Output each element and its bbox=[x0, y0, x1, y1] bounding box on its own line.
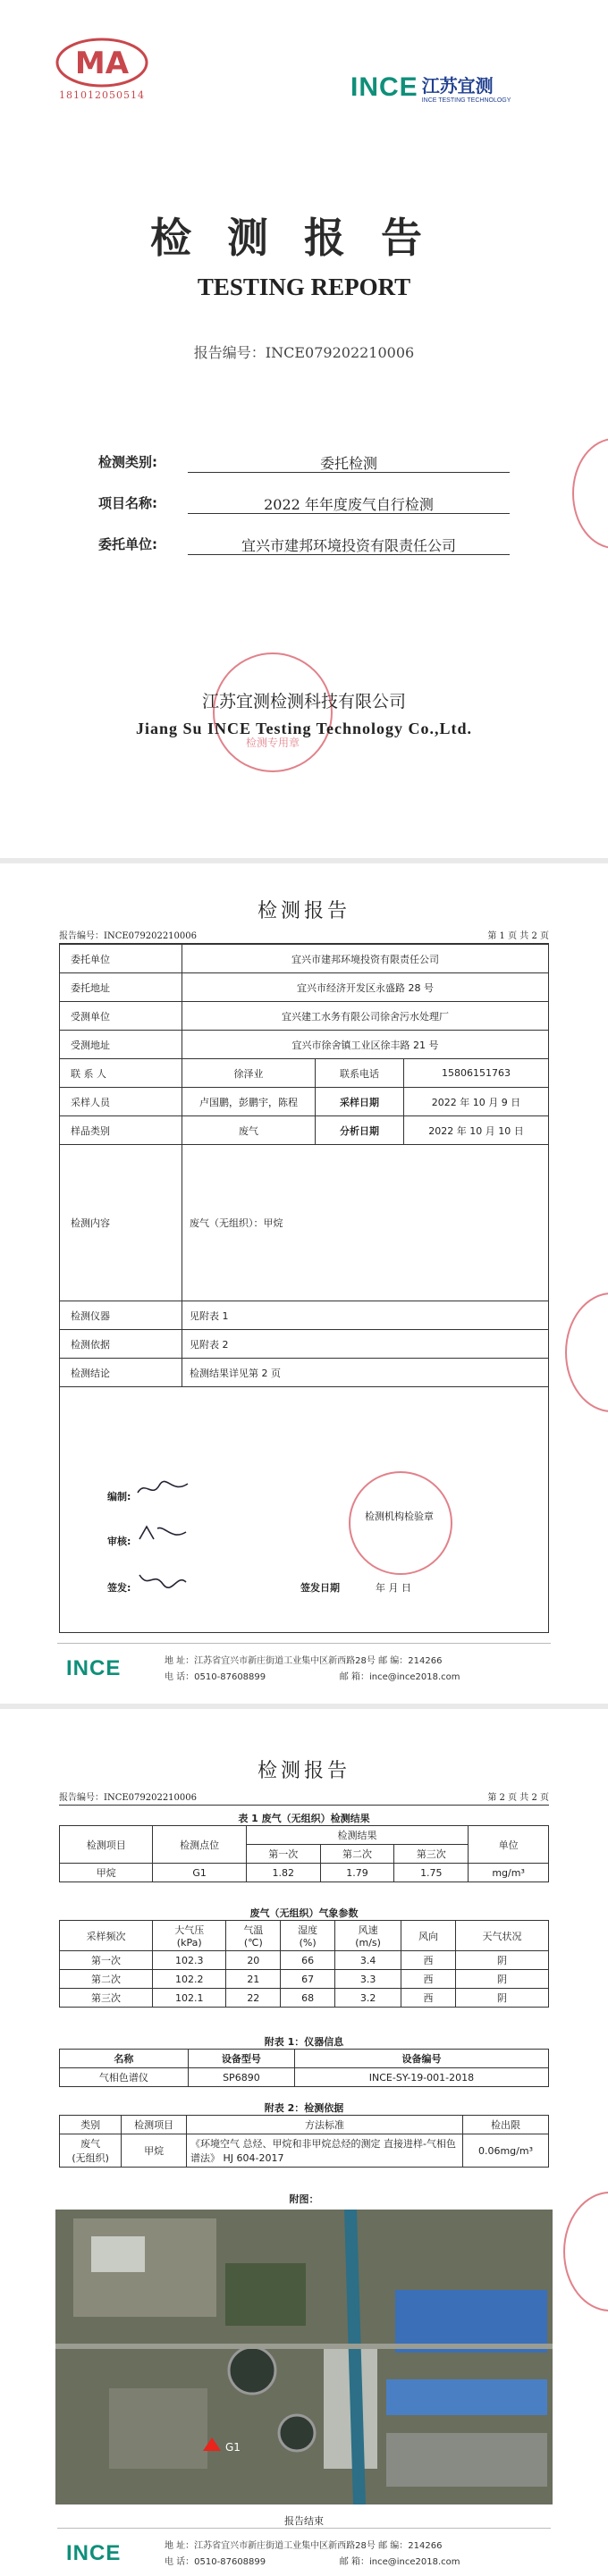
method-table bbox=[59, 2115, 549, 2168]
company-stamp bbox=[213, 652, 333, 772]
cell: 西 bbox=[401, 1970, 456, 1989]
header-cell: 第三次 bbox=[394, 1845, 469, 1864]
cell: 68 bbox=[281, 1989, 335, 2008]
cell: 西 bbox=[401, 1989, 456, 2008]
review-label: 审核: bbox=[107, 1536, 131, 1547]
header-cell: 设备型号 bbox=[188, 2050, 294, 2068]
inspection-stamp bbox=[349, 1471, 452, 1575]
cell: 甲烷 bbox=[122, 2134, 187, 2168]
footer-address: 地 址：江苏省宜兴市新庄街道工业集中区新西路28号 邮 编：214266 bbox=[165, 2541, 443, 2551]
org-stamp-label: 检测机构检验章 bbox=[365, 1511, 434, 1522]
table-header-row bbox=[60, 2116, 549, 2134]
cell-value: 2022 年 10 月 9 日 bbox=[404, 1088, 549, 1116]
cell: 1.82 bbox=[246, 1864, 320, 1882]
report-number: 报告编号：INCE079202210006 bbox=[59, 1793, 197, 1803]
results-table bbox=[59, 1825, 549, 1882]
cell-label: 检测内容 bbox=[60, 1145, 182, 1301]
cell: 阴 bbox=[455, 1951, 548, 1970]
header-cell: 第二次 bbox=[320, 1845, 394, 1864]
logo-ince: INCE bbox=[350, 72, 418, 102]
cell: 气相色谱仪 bbox=[60, 2068, 189, 2087]
cma-number: 181012050514 bbox=[59, 89, 145, 101]
field-value: 2022 年年度废气自行检测 bbox=[188, 493, 510, 514]
page-header bbox=[59, 928, 549, 944]
cell-label: 检测结论 bbox=[60, 1359, 182, 1387]
table-row bbox=[60, 1116, 549, 1145]
side-stamp bbox=[572, 438, 608, 549]
annex1-caption: 附表 1：仪器信息 bbox=[264, 2036, 344, 2048]
footer-logo-text: INCE bbox=[66, 1656, 122, 1680]
page-title: 检测报告 bbox=[257, 900, 350, 922]
header-cell: 检测项目 bbox=[122, 2116, 187, 2134]
instrument-table bbox=[59, 2049, 549, 2087]
field-category bbox=[98, 449, 510, 476]
table-row bbox=[60, 1088, 549, 1116]
cell-value: 宜兴市经济开发区永盛路 28 号 bbox=[182, 973, 549, 1002]
title-zh: 检测报告 bbox=[150, 214, 458, 262]
header-cell: 检测项目 bbox=[60, 1826, 153, 1864]
table-row bbox=[60, 2134, 549, 2168]
cell-value: 检测结果详见第 2 页 bbox=[182, 1359, 549, 1387]
header-cell: 风向 bbox=[401, 1921, 456, 1951]
issue-date-value: 年 月 日 bbox=[376, 1582, 411, 1594]
cell-label: 检测仪器 bbox=[60, 1301, 182, 1330]
info-table bbox=[59, 944, 549, 1633]
report-page-2 bbox=[0, 1709, 608, 2576]
cell: 第一次 bbox=[60, 1951, 153, 1970]
cell-label: 分析日期 bbox=[316, 1116, 404, 1145]
cell: 20 bbox=[226, 1951, 281, 1970]
table-row bbox=[60, 2068, 549, 2087]
cell-value: 见附表 2 bbox=[182, 1330, 549, 1359]
footer-logo bbox=[66, 2541, 121, 2566]
weather-table bbox=[59, 1920, 549, 2008]
cell-value: 宜兴市徐舍镇工业区徐丰路 21 号 bbox=[182, 1031, 549, 1059]
stamp-text: 检测专用章 bbox=[245, 737, 300, 749]
cell: 22 bbox=[226, 1989, 281, 2008]
cell: 3.4 bbox=[335, 1951, 401, 1970]
satellite-map-icon bbox=[55, 2210, 553, 2504]
table2-caption: 废气（无组织）气象参数 bbox=[249, 1907, 359, 1919]
satellite-image bbox=[55, 2210, 553, 2504]
table1-caption: 表 1 废气（无组织）检测结果 bbox=[238, 1813, 370, 1824]
table-row bbox=[60, 1145, 549, 1301]
table-row bbox=[60, 1989, 549, 2008]
cell-label: 委托地址 bbox=[60, 973, 182, 1002]
cell-value: 宜兴建工水务有限公司徐舍污水处理厂 bbox=[182, 1002, 549, 1031]
cell: 3.3 bbox=[335, 1970, 401, 1989]
cell-value: 宜兴市建邦环境投资有限责任公司 bbox=[182, 945, 549, 973]
cell: G1 bbox=[153, 1864, 246, 1882]
g1-label: G1 bbox=[225, 2441, 241, 2454]
report-page-1 bbox=[0, 863, 608, 1704]
footer-address: 地 址：江苏省宜兴市新庄街道工业集中区新西路28号 邮 编：214266 bbox=[165, 1656, 443, 1666]
cell: 阴 bbox=[455, 1989, 548, 2008]
cell: 3.2 bbox=[335, 1989, 401, 2008]
header-cell: 湿度 (%) bbox=[281, 1921, 335, 1951]
cell-label: 样品类别 bbox=[60, 1116, 182, 1145]
table-row bbox=[60, 1059, 549, 1088]
page-indicator: 第 1 页 共 2 页 bbox=[487, 931, 549, 941]
cell-value: 废气 bbox=[182, 1116, 316, 1145]
side-stamp bbox=[563, 2192, 608, 2311]
field-label: 检测类别: bbox=[98, 454, 157, 470]
table-row bbox=[60, 1970, 549, 1989]
table-row bbox=[60, 1387, 549, 1633]
figure-caption: 附图： bbox=[289, 2193, 319, 2205]
issue-date-label: 签发日期 bbox=[300, 1582, 340, 1594]
cell: 甲烷 bbox=[60, 1864, 153, 1882]
side-stamp bbox=[565, 1292, 608, 1412]
annex2-caption: 附表 2：检测依据 bbox=[264, 2102, 344, 2114]
issue-label: 签发: bbox=[107, 1582, 131, 1594]
cell: 废气 (无组织) bbox=[60, 2134, 122, 2168]
table-row bbox=[60, 1864, 549, 1882]
cell: INCE-SY-19-001-2018 bbox=[294, 2068, 548, 2087]
table-row bbox=[60, 1951, 549, 1970]
table-header-row bbox=[60, 2050, 549, 2068]
field-client bbox=[98, 531, 510, 558]
field-value: 委托检测 bbox=[188, 452, 510, 473]
cell: 1.75 bbox=[394, 1864, 469, 1882]
table-row bbox=[60, 973, 549, 1002]
signature-area bbox=[60, 1387, 549, 1633]
cell: 《环境空气 总烃、甲烷和非甲烷总烃的测定 直接进样-气相色谱法》 HJ 604-2017 bbox=[186, 2134, 462, 2168]
logo-brand: 江苏宜测 bbox=[421, 75, 494, 97]
field-label: 委托单位: bbox=[98, 536, 157, 552]
report-number: 报告编号：INCE079202210006 bbox=[193, 344, 415, 361]
footer-contact: 电 话：0510-87608899 邮 箱：ince@ince2018.com bbox=[165, 2557, 460, 2567]
table-row bbox=[60, 1359, 549, 1387]
field-label: 项目名称: bbox=[98, 495, 157, 511]
field-value: 宜兴市建邦环境投资有限责任公司 bbox=[188, 535, 510, 555]
table-row bbox=[60, 1031, 549, 1059]
header-cell: 名称 bbox=[60, 2050, 189, 2068]
cell-value: 卢国鹏，彭鹏宇，陈程 bbox=[182, 1088, 316, 1116]
cell: 102.1 bbox=[153, 1989, 226, 2008]
header-cell: 检出限 bbox=[462, 2116, 548, 2134]
reviewer-signature-icon bbox=[136, 1523, 190, 1545]
logo-brand-en: INCE TESTING TECHNOLOGY bbox=[421, 97, 511, 104]
cell-value: 废气（无组织）：甲烷 bbox=[182, 1145, 549, 1301]
footer-logo-text: INCE bbox=[66, 2541, 122, 2565]
cell: 67 bbox=[281, 1970, 335, 1989]
cell-label: 受测单位 bbox=[60, 1002, 182, 1031]
cell: 0.06mg/m³ bbox=[462, 2134, 548, 2168]
header-cell: 风速 (m/s) bbox=[335, 1921, 401, 1951]
report-number: 报告编号：INCE079202210006 bbox=[59, 931, 197, 941]
footer-contact: 电 话：0510-87608899 邮 箱：ince@ince2018.com bbox=[165, 1672, 460, 1682]
field-project bbox=[98, 490, 510, 517]
header-cell: 天气状况 bbox=[455, 1921, 548, 1951]
header-cell: 第一次 bbox=[246, 1845, 320, 1864]
table-row bbox=[60, 1002, 549, 1031]
cell: 102.2 bbox=[153, 1970, 226, 1989]
end-note: 报告结束 bbox=[284, 2515, 324, 2527]
cell-label: 受测地址 bbox=[60, 1031, 182, 1059]
cell: 第二次 bbox=[60, 1970, 153, 1989]
table-header-row bbox=[60, 1921, 549, 1951]
cover-page bbox=[0, 0, 608, 858]
header-cell: 方法标准 bbox=[186, 2116, 462, 2134]
cell-value: 见附表 1 bbox=[182, 1301, 549, 1330]
cell: 西 bbox=[401, 1951, 456, 1970]
cell-value: 徐泽业 bbox=[182, 1059, 316, 1088]
header-cell: 单位 bbox=[469, 1826, 549, 1864]
header-cell: 设备编号 bbox=[294, 2050, 548, 2068]
cell: 66 bbox=[281, 1951, 335, 1970]
cell-label: 采样人员 bbox=[60, 1088, 182, 1116]
page-title: 检测报告 bbox=[257, 1760, 350, 1782]
cell: 21 bbox=[226, 1970, 281, 1989]
cell-label: 检测依据 bbox=[60, 1330, 182, 1359]
compiler-signature-icon bbox=[136, 1478, 190, 1500]
ince-logo bbox=[350, 72, 511, 104]
cell: 102.3 bbox=[153, 1951, 226, 1970]
page-indicator: 第 2 页 共 2 页 bbox=[487, 1793, 549, 1803]
header-cell: 类别 bbox=[60, 2116, 122, 2134]
page-footer bbox=[57, 1643, 551, 1692]
cell-label: 联系电话 bbox=[316, 1059, 404, 1088]
cma-mark: MA bbox=[74, 46, 130, 81]
cell-label: 委托单位 bbox=[60, 945, 182, 973]
issuer-signature-icon bbox=[136, 1570, 190, 1591]
cell: mg/m³ bbox=[469, 1864, 549, 1882]
cell-value: 2022 年 10 月 10 日 bbox=[404, 1116, 549, 1145]
table-row bbox=[60, 1330, 549, 1359]
footer-logo bbox=[66, 1656, 121, 1681]
cell-value: 15806151763 bbox=[404, 1059, 549, 1088]
cell: 1.79 bbox=[320, 1864, 394, 1882]
cell: SP6890 bbox=[188, 2068, 294, 2087]
header-cell: 采样频次 bbox=[60, 1921, 153, 1951]
header-cell: 气温 (℃) bbox=[226, 1921, 281, 1951]
company-name-en: Jiang Su INCE Testing Technology Co.,Ltd. bbox=[135, 720, 473, 737]
page-header bbox=[59, 1789, 549, 1806]
cell-label: 采样日期 bbox=[316, 1088, 404, 1116]
cell: 第三次 bbox=[60, 1989, 153, 2008]
table-row bbox=[60, 1301, 549, 1330]
company-name-zh: 江苏宜测检测科技有限公司 bbox=[201, 692, 406, 711]
header-cell: 检测结果 bbox=[246, 1826, 468, 1845]
header-cell: 大气压 (kPa) bbox=[153, 1921, 226, 1951]
title-en: TESTING REPORT bbox=[197, 274, 411, 300]
cell-label: 联 系 人 bbox=[60, 1059, 182, 1088]
page-footer bbox=[57, 2528, 551, 2576]
compile-label: 编制: bbox=[107, 1491, 131, 1503]
table-header-row bbox=[60, 1826, 549, 1845]
header-cell: 检测点位 bbox=[153, 1826, 246, 1864]
table-row bbox=[60, 945, 549, 973]
cell: 阴 bbox=[455, 1970, 548, 1989]
